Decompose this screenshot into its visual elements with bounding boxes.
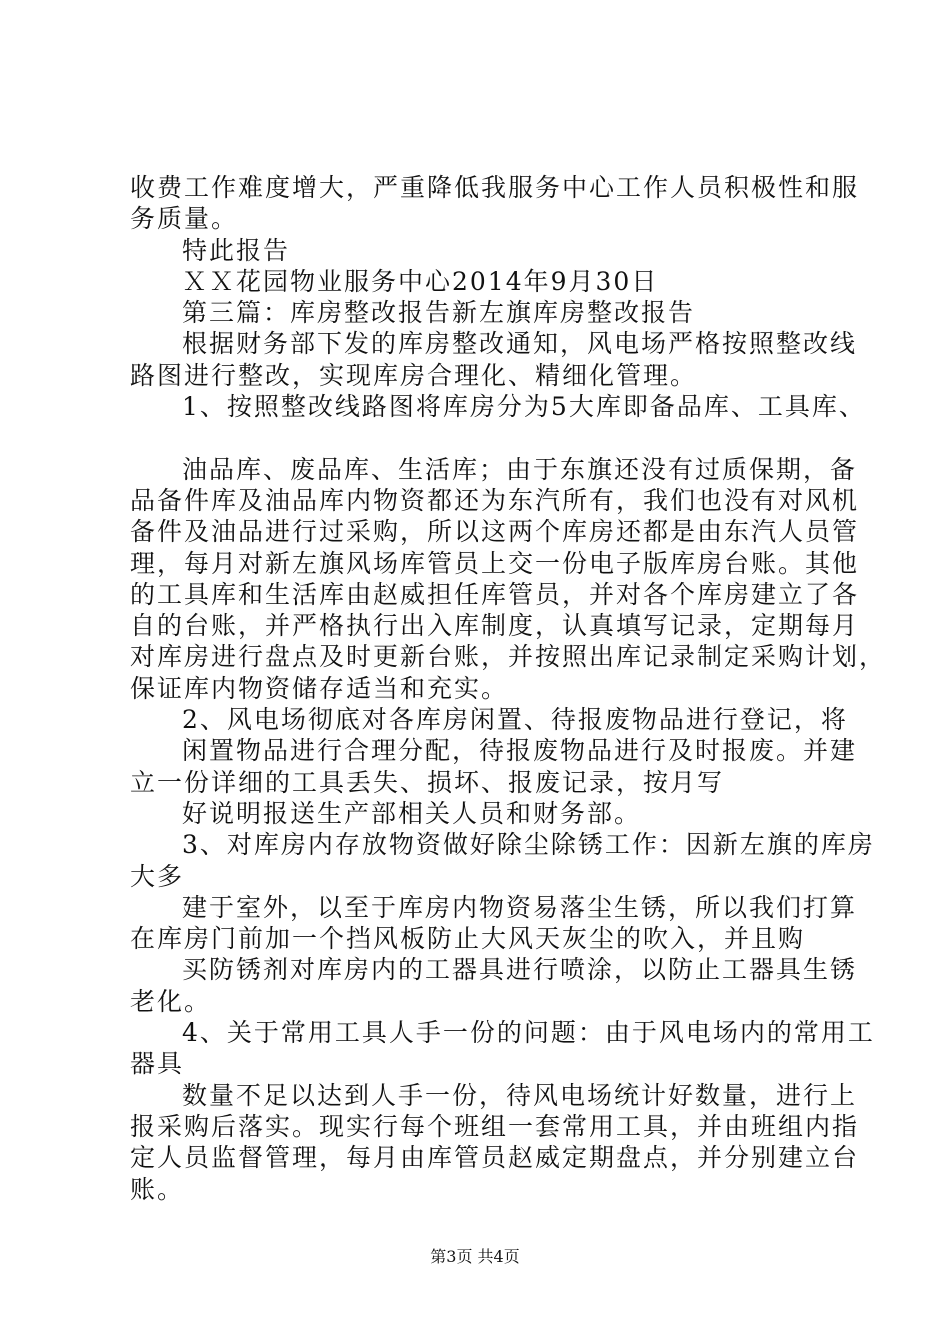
section-heading: 第三篇：库房整改报告新左旗库房整改报告 xyxy=(182,298,696,328)
closing-line: 特此报告 xyxy=(182,235,291,265)
text-line: 好说明报送生产部相关人员和财务部。 xyxy=(182,798,642,828)
text-line: 老化。 xyxy=(130,986,212,1016)
text-line: 立一份详细的工具丢失、损坏、报废记录，按月写 xyxy=(130,767,725,797)
text-line: 大多 xyxy=(130,861,185,891)
text-line: 1、按照整改线路图将库房分为5大库即备品库、工具库、 xyxy=(182,392,866,422)
text-line: 买防锈剂对库房内的工器具进行喷涂，以防止工器具生锈 xyxy=(182,955,858,985)
signature-line: ＸＸ花园物业服务中心2014年9月30日 xyxy=(182,266,659,296)
text-line: 报采购后落实。现实行每个班组一套常用工具，并由班组内指 xyxy=(130,1111,860,1141)
paragraph-gap xyxy=(130,422,830,453)
text-line: 收费工作难度增大，严重降低我服务中心工作人员积极性和服 xyxy=(130,173,860,202)
text-line: 保证库内物资储存适当和充实。 xyxy=(130,673,509,703)
text-line: 品备件库及油品库内物资都还为东汽所有，我们也没有对风机 xyxy=(130,485,860,515)
text-line: 的工具库和生活库由赵威担任库管员，并对各个库房建立了各 xyxy=(130,579,860,609)
text-line: 数量不足以达到人手一份，待风电场统计好数量，进行上 xyxy=(182,1080,858,1110)
text-line: 器具 xyxy=(130,1049,185,1079)
text-line: 备件及油品进行过采购，所以这两个库房还都是由东汽人员管 xyxy=(130,517,860,547)
text-line: 定人员监督管理，每月由库管员赵威定期盘点，并分别建立台 xyxy=(130,1143,860,1173)
text-line: 理，每月对新左旗风场库管员上交一份电子版库房台账。其他 xyxy=(130,548,860,578)
text-line: 路图进行整改，实现库房合理化、精细化管理。 xyxy=(130,360,698,390)
text-line: 务质量。 xyxy=(130,204,239,234)
text-line: 油品库、废品库、生活库；由于东旗还没有过质保期，备 xyxy=(182,454,858,484)
document-body xyxy=(130,172,887,1205)
text-line: 建于室外，以至于库房内物资易落尘生锈，所以我们打算 xyxy=(182,892,858,922)
text-line: 闲置物品进行合理分配，待报废物品进行及时报废。并建 xyxy=(182,736,858,766)
text-line: 4、关于常用工具人手一份的问题：由于风电场内的常用工 xyxy=(182,1018,875,1048)
text-line: 对库房进行盘点及时更新台账，并按照出库记录制定采购计划， xyxy=(130,642,887,672)
text-line: 在库房门前加一个挡风板防止大风天灰尘的吹入，并且购 xyxy=(130,924,806,954)
text-line: 2、风电场彻底对各库房闲置、待报废物品进行登记，将 xyxy=(182,705,848,735)
text-line: 根据财务部下发的库房整改通知，风电场严格按照整改线 xyxy=(182,329,858,359)
text-line: 3、对库房内存放物资做好除尘除锈工作：因新左旗的库房 xyxy=(182,830,875,860)
page-number-footer: 第3页 共4页 xyxy=(430,1247,520,1266)
text-line: 自的台账，并严格执行出入库制度，认真填写记录，定期每月 xyxy=(130,611,860,641)
text-line: 账。 xyxy=(130,1174,185,1204)
